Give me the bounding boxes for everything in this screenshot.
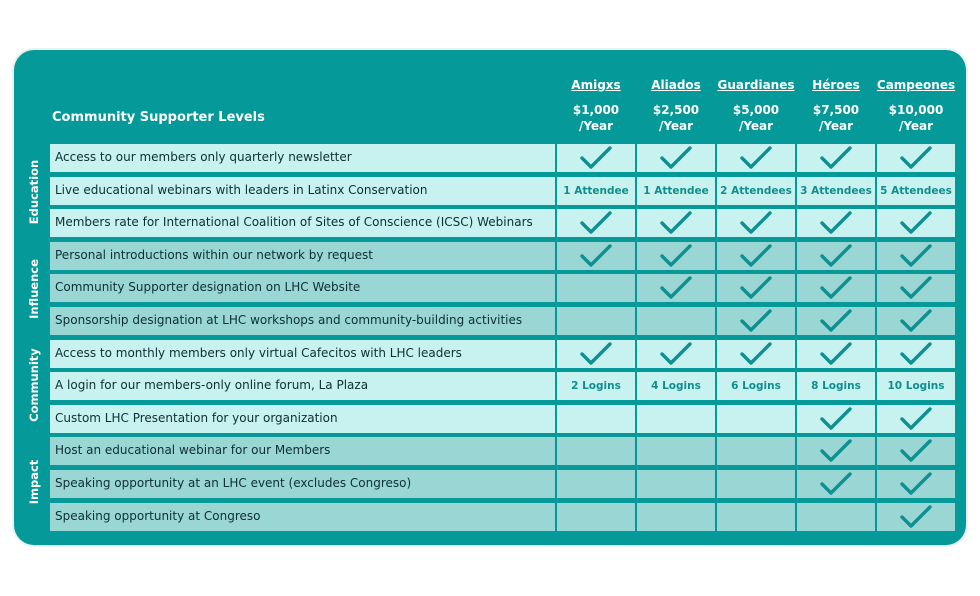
- feature-row-label: Members rate for International Coalition of Sites of Conscience (ICSC) Webinars: [50, 209, 555, 237]
- feature-row-label: Host an educational webinar for our Members: [50, 437, 555, 465]
- benefit-cell: [797, 470, 875, 498]
- check-icon: [820, 407, 852, 431]
- check-icon: [820, 276, 852, 300]
- check-icon: [820, 439, 852, 463]
- check-icon: [900, 146, 932, 170]
- check-icon: [900, 276, 932, 300]
- benefit-value: 5 Attendees: [880, 184, 952, 197]
- benefit-cell: [557, 209, 635, 237]
- benefit-value: 2 Logins: [571, 380, 621, 393]
- check-icon: [900, 407, 932, 431]
- benefit-cell: [877, 242, 955, 270]
- check-icon: [900, 244, 932, 268]
- check-icon: [660, 342, 692, 366]
- benefit-cell: [637, 405, 715, 433]
- category-label-impact: Impact: [27, 459, 41, 505]
- benefit-cell: [797, 274, 875, 302]
- benefit-cell: [797, 209, 875, 237]
- check-icon: [820, 309, 852, 333]
- check-icon: [580, 146, 612, 170]
- benefit-cell: [797, 340, 875, 368]
- benefit-cell: [717, 340, 795, 368]
- feature-row-label: Access to monthly members only virtual Cafecitos with LHC leaders: [50, 340, 555, 368]
- check-icon: [660, 244, 692, 268]
- benefit-value: 2 Attendees: [720, 184, 792, 197]
- benefit-cell: [637, 470, 715, 498]
- benefit-cell: [797, 144, 875, 172]
- benefit-cell: [557, 372, 635, 400]
- benefit-cell: [637, 209, 715, 237]
- benefit-cell: [797, 177, 875, 205]
- benefit-cell: [557, 470, 635, 498]
- benefit-cell: [797, 503, 875, 531]
- tier-period-4: /Year: [818, 119, 854, 133]
- supporter-levels-card: [14, 50, 966, 545]
- benefit-cell: [637, 242, 715, 270]
- check-icon: [660, 146, 692, 170]
- feature-row-label: Speaking opportunity at an LHC event (excludes Congreso): [50, 470, 555, 498]
- check-icon: [900, 211, 932, 235]
- benefit-cell: [557, 437, 635, 465]
- benefit-cell: [637, 372, 715, 400]
- feature-row-label: A login for our members-only online forum, La Plaza: [50, 372, 555, 400]
- tier-name-2[interactable]: Aliados: [651, 78, 701, 92]
- tier-name-5[interactable]: Campeones: [876, 78, 956, 92]
- feature-row-label: Community Supporter designation on LHC Website: [50, 274, 555, 302]
- check-icon: [900, 472, 932, 496]
- benefit-cell: [557, 144, 635, 172]
- tier-price-2: $2,500: [652, 103, 700, 117]
- check-icon: [660, 276, 692, 300]
- check-icon: [580, 244, 612, 268]
- check-icon: [580, 342, 612, 366]
- check-icon: [820, 472, 852, 496]
- benefit-value: 1 Attendee: [563, 184, 629, 197]
- check-icon: [900, 342, 932, 366]
- category-label-influence: Influence: [27, 258, 41, 319]
- check-icon: [900, 505, 932, 529]
- tier-period-3: /Year: [738, 119, 774, 133]
- benefit-cell: [797, 307, 875, 335]
- tier-period-5: /Year: [898, 119, 934, 133]
- tier-period-1: /Year: [578, 119, 614, 133]
- tier-name-4[interactable]: Héroes: [812, 78, 860, 92]
- benefit-cell: [637, 144, 715, 172]
- check-icon: [820, 342, 852, 366]
- benefit-cell: [717, 307, 795, 335]
- check-icon: [900, 439, 932, 463]
- benefit-cell: [557, 340, 635, 368]
- benefit-cell: [557, 503, 635, 531]
- check-icon: [740, 211, 772, 235]
- benefit-cell: [877, 372, 955, 400]
- benefit-value: 8 Logins: [811, 380, 861, 393]
- check-icon: [740, 342, 772, 366]
- benefit-cell: [877, 503, 955, 531]
- check-icon: [660, 211, 692, 235]
- tier-period-2: /Year: [658, 119, 694, 133]
- benefit-cell: [877, 177, 955, 205]
- benefit-cell: [717, 470, 795, 498]
- benefit-cell: [717, 503, 795, 531]
- benefit-cell: [717, 274, 795, 302]
- feature-row-label: Live educational webinars with leaders in Latinx Conservation: [50, 177, 555, 205]
- category-label-education: Education: [27, 159, 41, 224]
- benefit-cell: [637, 340, 715, 368]
- benefit-cell: [637, 307, 715, 335]
- benefit-value: 3 Attendees: [800, 184, 872, 197]
- benefit-cell: [717, 405, 795, 433]
- benefit-cell: [797, 437, 875, 465]
- benefit-cell: [877, 209, 955, 237]
- benefit-cell: [877, 144, 955, 172]
- feature-row-label: Access to our members only quarterly newsletter: [50, 144, 555, 172]
- tier-price-1: $1,000: [572, 103, 620, 117]
- feature-row-label: Custom LHC Presentation for your organization: [50, 405, 555, 433]
- check-icon: [820, 146, 852, 170]
- benefit-cell: [717, 144, 795, 172]
- benefit-cell: [877, 470, 955, 498]
- benefit-cell: [637, 177, 715, 205]
- check-icon: [820, 244, 852, 268]
- tier-price-3: $5,000: [732, 103, 780, 117]
- check-icon: [900, 309, 932, 333]
- benefit-cell: [557, 405, 635, 433]
- benefit-cell: [717, 437, 795, 465]
- benefit-cell: [797, 372, 875, 400]
- benefit-cell: [877, 405, 955, 433]
- benefit-cell: [877, 437, 955, 465]
- feature-row-label: Speaking opportunity at Congreso: [50, 503, 555, 531]
- table-title: Community Supporter Levels: [52, 110, 265, 125]
- benefit-cell: [717, 177, 795, 205]
- benefit-cell: [717, 242, 795, 270]
- check-icon: [740, 244, 772, 268]
- benefit-cell: [797, 405, 875, 433]
- benefit-cell: [877, 340, 955, 368]
- tier-name-1[interactable]: Amigxs: [571, 78, 621, 92]
- check-icon: [740, 146, 772, 170]
- category-label-community: Community: [27, 348, 41, 422]
- benefit-cell: [637, 274, 715, 302]
- benefit-cell: [637, 437, 715, 465]
- benefit-value: 1 Attendee: [643, 184, 709, 197]
- benefit-cell: [557, 274, 635, 302]
- tier-price-4: $7,500: [812, 103, 860, 117]
- tier-name-3[interactable]: Guardianes: [717, 78, 795, 92]
- check-icon: [740, 276, 772, 300]
- check-icon: [740, 309, 772, 333]
- benefit-cell: [717, 372, 795, 400]
- tier-price-5: $10,000: [888, 103, 944, 117]
- benefit-cell: [877, 274, 955, 302]
- benefit-cell: [557, 242, 635, 270]
- benefit-value: 10 Logins: [887, 380, 945, 393]
- benefit-cell: [797, 242, 875, 270]
- benefit-value: 6 Logins: [731, 380, 781, 393]
- benefit-value: 4 Logins: [651, 380, 701, 393]
- benefit-cell: [717, 209, 795, 237]
- check-icon: [820, 211, 852, 235]
- benefit-cell: [557, 307, 635, 335]
- benefit-cell: [557, 177, 635, 205]
- feature-row-label: Sponsorship designation at LHC workshops and community-building activities: [50, 307, 555, 335]
- check-icon: [580, 211, 612, 235]
- benefit-cell: [637, 503, 715, 531]
- benefit-cell: [877, 307, 955, 335]
- feature-row-label: Personal introductions within our network by request: [50, 242, 555, 270]
